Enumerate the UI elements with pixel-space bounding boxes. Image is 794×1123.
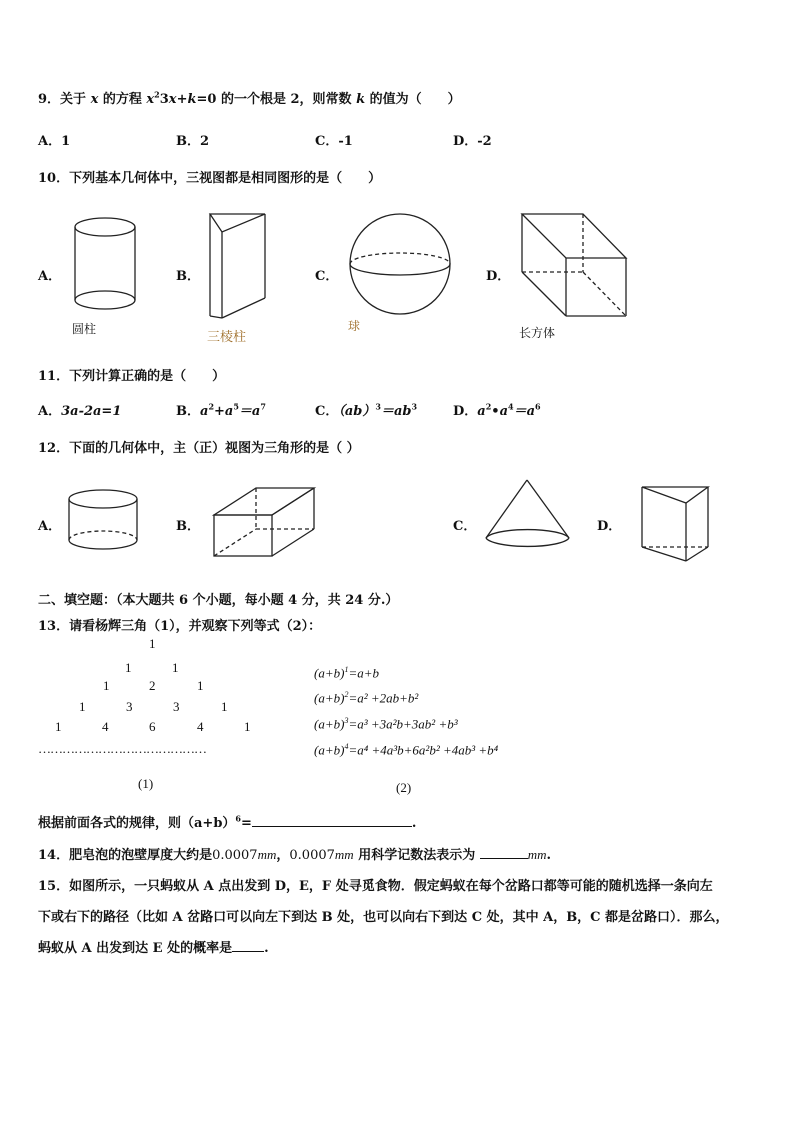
q9-stem: 9．关于 x 的方程 $x^23x+k=0$ 的一个根是 2，则常数 k 的值为（ ）	[38, 89, 461, 107]
pascal-cell: 1	[172, 660, 179, 675]
q11-option-a: A．3a-2a=1	[38, 404, 122, 419]
q11-option-d: D．$a^2•a^4=a^6$	[453, 401, 541, 419]
q10-label-a: A．	[38, 269, 62, 284]
section-heading: 二、填空题：（本大题共 6 个小题，每小题 4 分，共 24 分.）	[38, 593, 399, 608]
binomial-eq-1: $(a+b)^1=a+b$	[314, 665, 379, 681]
q11-option-b: B．$a^2+a^5=a^7$	[176, 401, 266, 419]
q9-option-a: A．1	[38, 134, 71, 149]
q10-label-d: D．	[486, 269, 511, 284]
q11-option-c: C．$(ab)^3=ab^3$	[315, 401, 418, 419]
q15-line-2: 下或右下的路径（比如 A 岔路口可以向左下到达 B 处，也可以向右下到达 C 处，其中 A，B，C 都是岔路口）．那么，	[38, 910, 729, 925]
pascal-cell: 1	[125, 660, 132, 675]
binomial-eq-3: $(a+b)^3=a^3 +3a^2b+3ab^2 +b^3$	[314, 716, 458, 732]
pascal-cell: 1	[55, 719, 62, 734]
q15-answer-blank[interactable]	[232, 939, 264, 952]
pascal-cell: 6	[149, 719, 156, 734]
cuboid-caption: 长方体	[519, 326, 556, 340]
triangular-prism-caption: 三棱柱	[207, 330, 247, 345]
q9-option-d: D．-2	[453, 134, 492, 149]
figure-1-caption: (1)	[138, 776, 154, 791]
pascal-cell: 1	[79, 699, 86, 714]
pascal-cell: 2	[149, 678, 156, 693]
q9-option-c: C．-1	[315, 134, 353, 149]
sphere-caption: 球	[348, 319, 361, 333]
figure-2-caption: (2)	[396, 780, 412, 795]
q14-answer-blank[interactable]	[480, 846, 528, 859]
q10-label-b: B．	[176, 269, 200, 284]
q12-label-c: C．	[453, 519, 477, 534]
binomial-eq-2: $(a+b)^2=a^2 +2ab+b^2$	[314, 690, 419, 706]
cone-figure	[486, 480, 569, 546]
q13-question: 根据前面各式的规律，则$(a+b)^6=$ .	[38, 813, 417, 831]
short-cylinder-figure	[69, 490, 137, 549]
pascal-cell: 4	[197, 719, 204, 734]
pascal-cell: 1	[197, 678, 204, 693]
q13-stem: 13．请看杨辉三角（1），并观察下列等式（2）：	[38, 619, 322, 634]
pascal-cell: 1	[221, 699, 228, 714]
binomial-eq-4: $(a+b)^4=a^4 +4a^3b+6a^2b^2 +4ab^3 +b^4$	[314, 742, 499, 758]
q9-option-b: B．2	[176, 134, 210, 149]
pascal-dots: ……………………………………	[38, 741, 206, 756]
box-figure	[214, 488, 314, 556]
q10-label-c: C．	[315, 269, 339, 284]
q15-line-1: 15．如图所示，一只蚂蚁从 A 点出发到 D，E，F 处寻觅食物．假定蚂蚁在每个岔路口都等可能的随机选择一条向左	[38, 879, 713, 894]
pascal-cell: 1	[244, 719, 251, 734]
pascal-cell: 3	[126, 699, 133, 714]
q15-line-3: 蚂蚁从 A 出发到达 E 处的概率是 .	[38, 941, 269, 956]
q12-label-b: B．	[176, 519, 200, 534]
q11-stem: 11．下列计算正确的是（ ）	[38, 369, 226, 384]
standing-prism-figure	[642, 487, 708, 561]
cylinder-caption: 圆柱	[72, 322, 97, 336]
q13-answer-blank[interactable]	[252, 814, 412, 827]
pascal-cell: 1	[103, 678, 110, 693]
q10-stem: 10．下列基本几何体中，三视图都是相同图形的是（ ）	[38, 171, 382, 186]
pascal-cell: 4	[102, 719, 109, 734]
pascal-cell: 1	[149, 636, 156, 651]
q12-label-a: A．	[38, 519, 62, 534]
q12-label-d: D．	[597, 519, 622, 534]
pascal-cell: 3	[173, 699, 180, 714]
q14-stem: 14．肥皂泡的泡壁厚度大约是0.0007mm，0.0007mm 用科学记数法表示为 mm.	[38, 847, 552, 863]
q12-stem: 12．下面的几何体中，主（正）视图为三角形的是（ ）	[38, 441, 360, 456]
